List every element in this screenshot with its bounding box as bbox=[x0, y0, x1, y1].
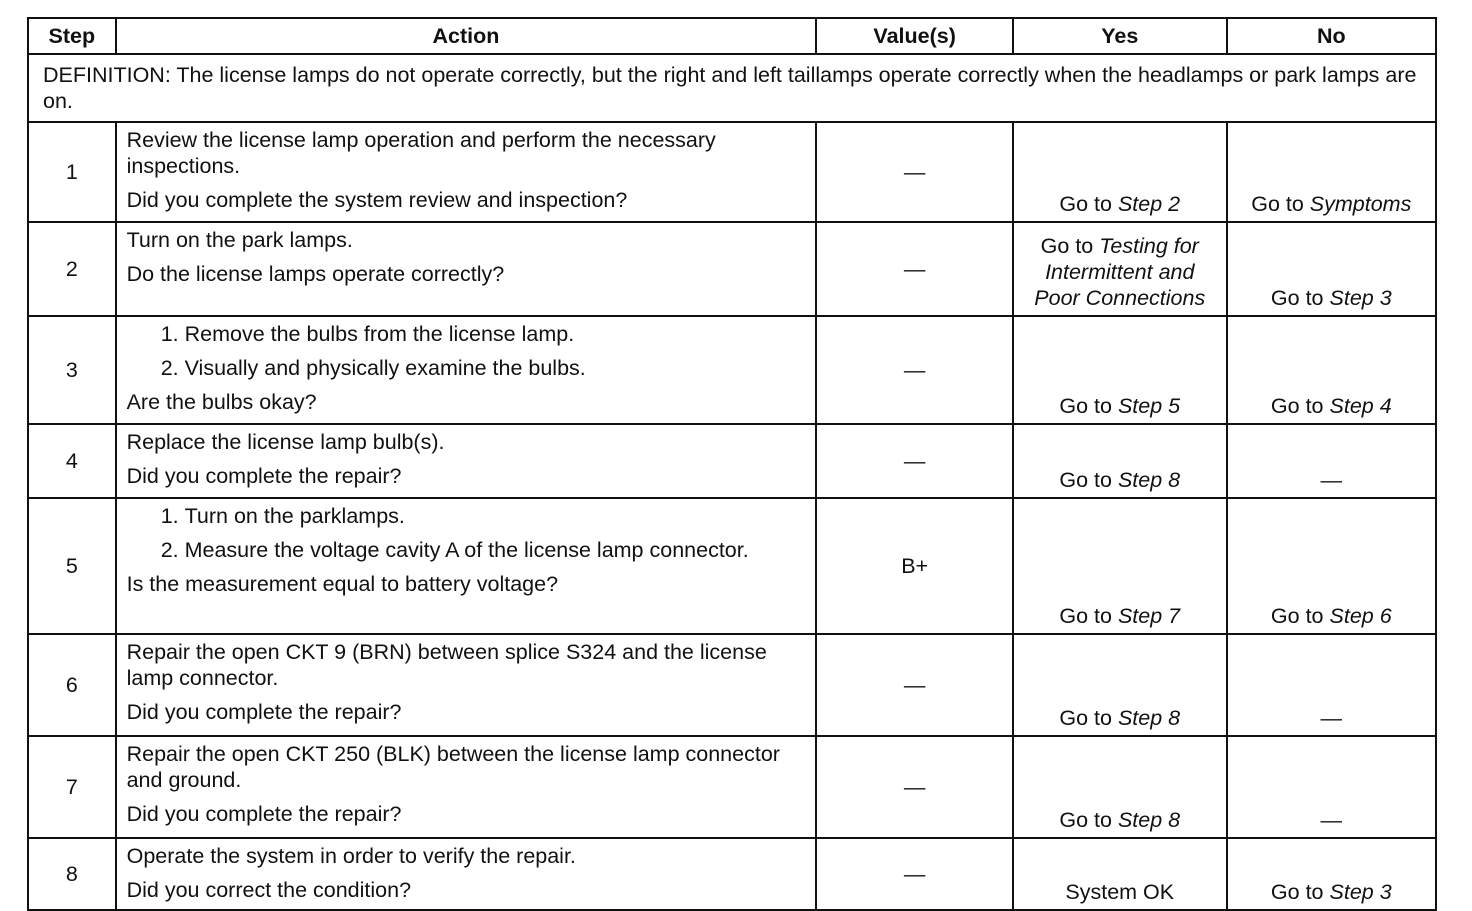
value-cell: — bbox=[816, 634, 1013, 736]
action-text: Repair the open CKT 9 (BRN) between splice S324 and the license lamp connector. bbox=[126, 640, 767, 690]
yes-cell bbox=[1013, 634, 1227, 736]
action-text: Operate the system in order to verify the repair. bbox=[126, 844, 576, 868]
no-goto-link[interactable]: Step 4 bbox=[1329, 394, 1392, 418]
no-result-text: — bbox=[1320, 706, 1343, 730]
table-row bbox=[28, 424, 1436, 498]
value-cell: — bbox=[816, 316, 1013, 424]
step-number: 6 bbox=[28, 634, 116, 736]
yes-goto-prefix: Go to bbox=[1059, 468, 1112, 492]
yes-goto-prefix: Go to bbox=[1059, 706, 1112, 730]
no-cell bbox=[1227, 424, 1436, 498]
table-row bbox=[28, 634, 1436, 736]
no-cell bbox=[1227, 838, 1436, 910]
yes-goto-link[interactable]: Step 5 bbox=[1117, 394, 1181, 418]
definition-row bbox=[28, 54, 1436, 122]
yes-goto-prefix: Go to bbox=[1059, 192, 1112, 216]
yes-goto-link[interactable]: Testing for Intermittent and Poor Connections bbox=[1034, 234, 1206, 310]
no-goto-link[interactable]: Step 3 bbox=[1329, 880, 1392, 904]
no-goto-prefix: Go to bbox=[1270, 604, 1324, 628]
action-question: Did you complete the repair? bbox=[126, 700, 402, 724]
no-result-text: — bbox=[1320, 808, 1343, 832]
header-no: No bbox=[1227, 18, 1436, 54]
yes-goto-link[interactable]: Step 8 bbox=[1117, 808, 1181, 832]
table-row bbox=[28, 316, 1436, 424]
no-goto-link[interactable]: Step 3 bbox=[1329, 286, 1392, 310]
no-goto-link[interactable]: Step 6 bbox=[1329, 604, 1392, 628]
no-goto-prefix: Go to bbox=[1270, 286, 1324, 310]
action-question: Is the measurement equal to battery voltage? bbox=[126, 572, 559, 596]
step-number: 4 bbox=[28, 424, 116, 498]
yes-cell bbox=[1013, 736, 1227, 838]
action-question: Did you correct the condition? bbox=[126, 878, 412, 902]
action-cell bbox=[116, 838, 817, 910]
table-row bbox=[28, 222, 1436, 316]
action-question: Do the license lamps operate correctly? bbox=[126, 262, 505, 286]
yes-goto-prefix: Go to bbox=[1059, 604, 1112, 628]
step-number: 5 bbox=[28, 498, 116, 634]
action-text: Repair the open CKT 250 (BLK) between the license lamp connector and ground. bbox=[126, 742, 780, 792]
step-number: 8 bbox=[28, 838, 116, 910]
action-list bbox=[127, 321, 808, 381]
value-cell: — bbox=[816, 736, 1013, 838]
yes-result-text: System OK bbox=[1065, 880, 1175, 904]
action-text: Replace the license lamp bulb(s). bbox=[126, 430, 445, 454]
action-cell bbox=[116, 498, 817, 634]
action-cell bbox=[116, 634, 817, 736]
action-cell bbox=[116, 122, 817, 222]
step-number: 2 bbox=[28, 222, 116, 316]
action-text: Review the license lamp operation and perform the necessary inspections. bbox=[126, 128, 716, 178]
action-cell bbox=[116, 736, 817, 838]
header-yes: Yes bbox=[1013, 18, 1227, 54]
no-goto-prefix: Go to bbox=[1270, 880, 1324, 904]
value-cell: B+ bbox=[816, 498, 1013, 634]
yes-cell bbox=[1013, 122, 1227, 222]
step-number: 1 bbox=[28, 122, 116, 222]
no-cell bbox=[1227, 498, 1436, 634]
table-row bbox=[28, 122, 1436, 222]
step-number: 3 bbox=[28, 316, 116, 424]
action-list-item: 1. Remove the bulbs from the license lamp. bbox=[185, 321, 808, 347]
header-row bbox=[28, 18, 1436, 54]
diagnostic-table bbox=[27, 17, 1437, 911]
value-cell: — bbox=[816, 424, 1013, 498]
action-cell bbox=[116, 424, 817, 498]
action-list-item: 2. Measure the voltage cavity A of the license lamp connector. bbox=[185, 537, 808, 563]
yes-goto-link[interactable]: Step 8 bbox=[1117, 468, 1181, 492]
value-cell: — bbox=[816, 122, 1013, 222]
yes-goto-link[interactable]: Step 7 bbox=[1117, 604, 1181, 628]
no-result-text: — bbox=[1320, 468, 1343, 492]
value-cell: — bbox=[816, 838, 1013, 910]
yes-cell bbox=[1013, 316, 1227, 424]
value-cell: — bbox=[816, 222, 1013, 316]
action-question: Did you complete the repair? bbox=[126, 802, 402, 826]
header-values: Value(s) bbox=[816, 18, 1013, 54]
table-row bbox=[28, 838, 1436, 910]
yes-goto-link[interactable]: Step 2 bbox=[1117, 192, 1181, 216]
table-row bbox=[28, 498, 1436, 634]
no-cell bbox=[1227, 634, 1436, 736]
header-action: Action bbox=[116, 18, 817, 54]
header-step: Step bbox=[28, 18, 116, 54]
yes-cell bbox=[1013, 424, 1227, 498]
yes-cell bbox=[1013, 222, 1227, 316]
table-row bbox=[28, 736, 1436, 838]
yes-goto-prefix: Go to bbox=[1040, 234, 1094, 258]
action-cell bbox=[116, 316, 817, 424]
action-question: Did you complete the system review and inspection? bbox=[126, 188, 628, 212]
yes-goto-link[interactable]: Step 8 bbox=[1117, 706, 1181, 730]
action-list bbox=[127, 503, 808, 563]
yes-goto-prefix: Go to bbox=[1059, 394, 1112, 418]
no-cell bbox=[1227, 736, 1436, 838]
no-cell bbox=[1227, 122, 1436, 222]
no-goto-prefix: Go to bbox=[1251, 192, 1304, 216]
definition-text: DEFINITION: The license lamps do not operate correctly, but the right and left taillamps operate correctly when the headlamps or park lamps are on. bbox=[28, 54, 1436, 122]
yes-cell bbox=[1013, 498, 1227, 634]
no-cell bbox=[1227, 316, 1436, 424]
action-list-item: 2. Visually and physically examine the bulbs. bbox=[185, 355, 808, 381]
yes-goto-prefix: Go to bbox=[1059, 808, 1112, 832]
no-goto-link[interactable]: Symptoms bbox=[1309, 192, 1412, 216]
action-list-item: 1. Turn on the parklamps. bbox=[185, 503, 808, 529]
no-goto-prefix: Go to bbox=[1270, 394, 1324, 418]
no-cell bbox=[1227, 222, 1436, 316]
action-cell bbox=[116, 222, 817, 316]
action-text: Turn on the park lamps. bbox=[126, 228, 353, 252]
action-question: Are the bulbs okay? bbox=[126, 390, 317, 414]
yes-cell bbox=[1013, 838, 1227, 910]
action-question: Did you complete the repair? bbox=[126, 464, 402, 488]
step-number: 7 bbox=[28, 736, 116, 838]
